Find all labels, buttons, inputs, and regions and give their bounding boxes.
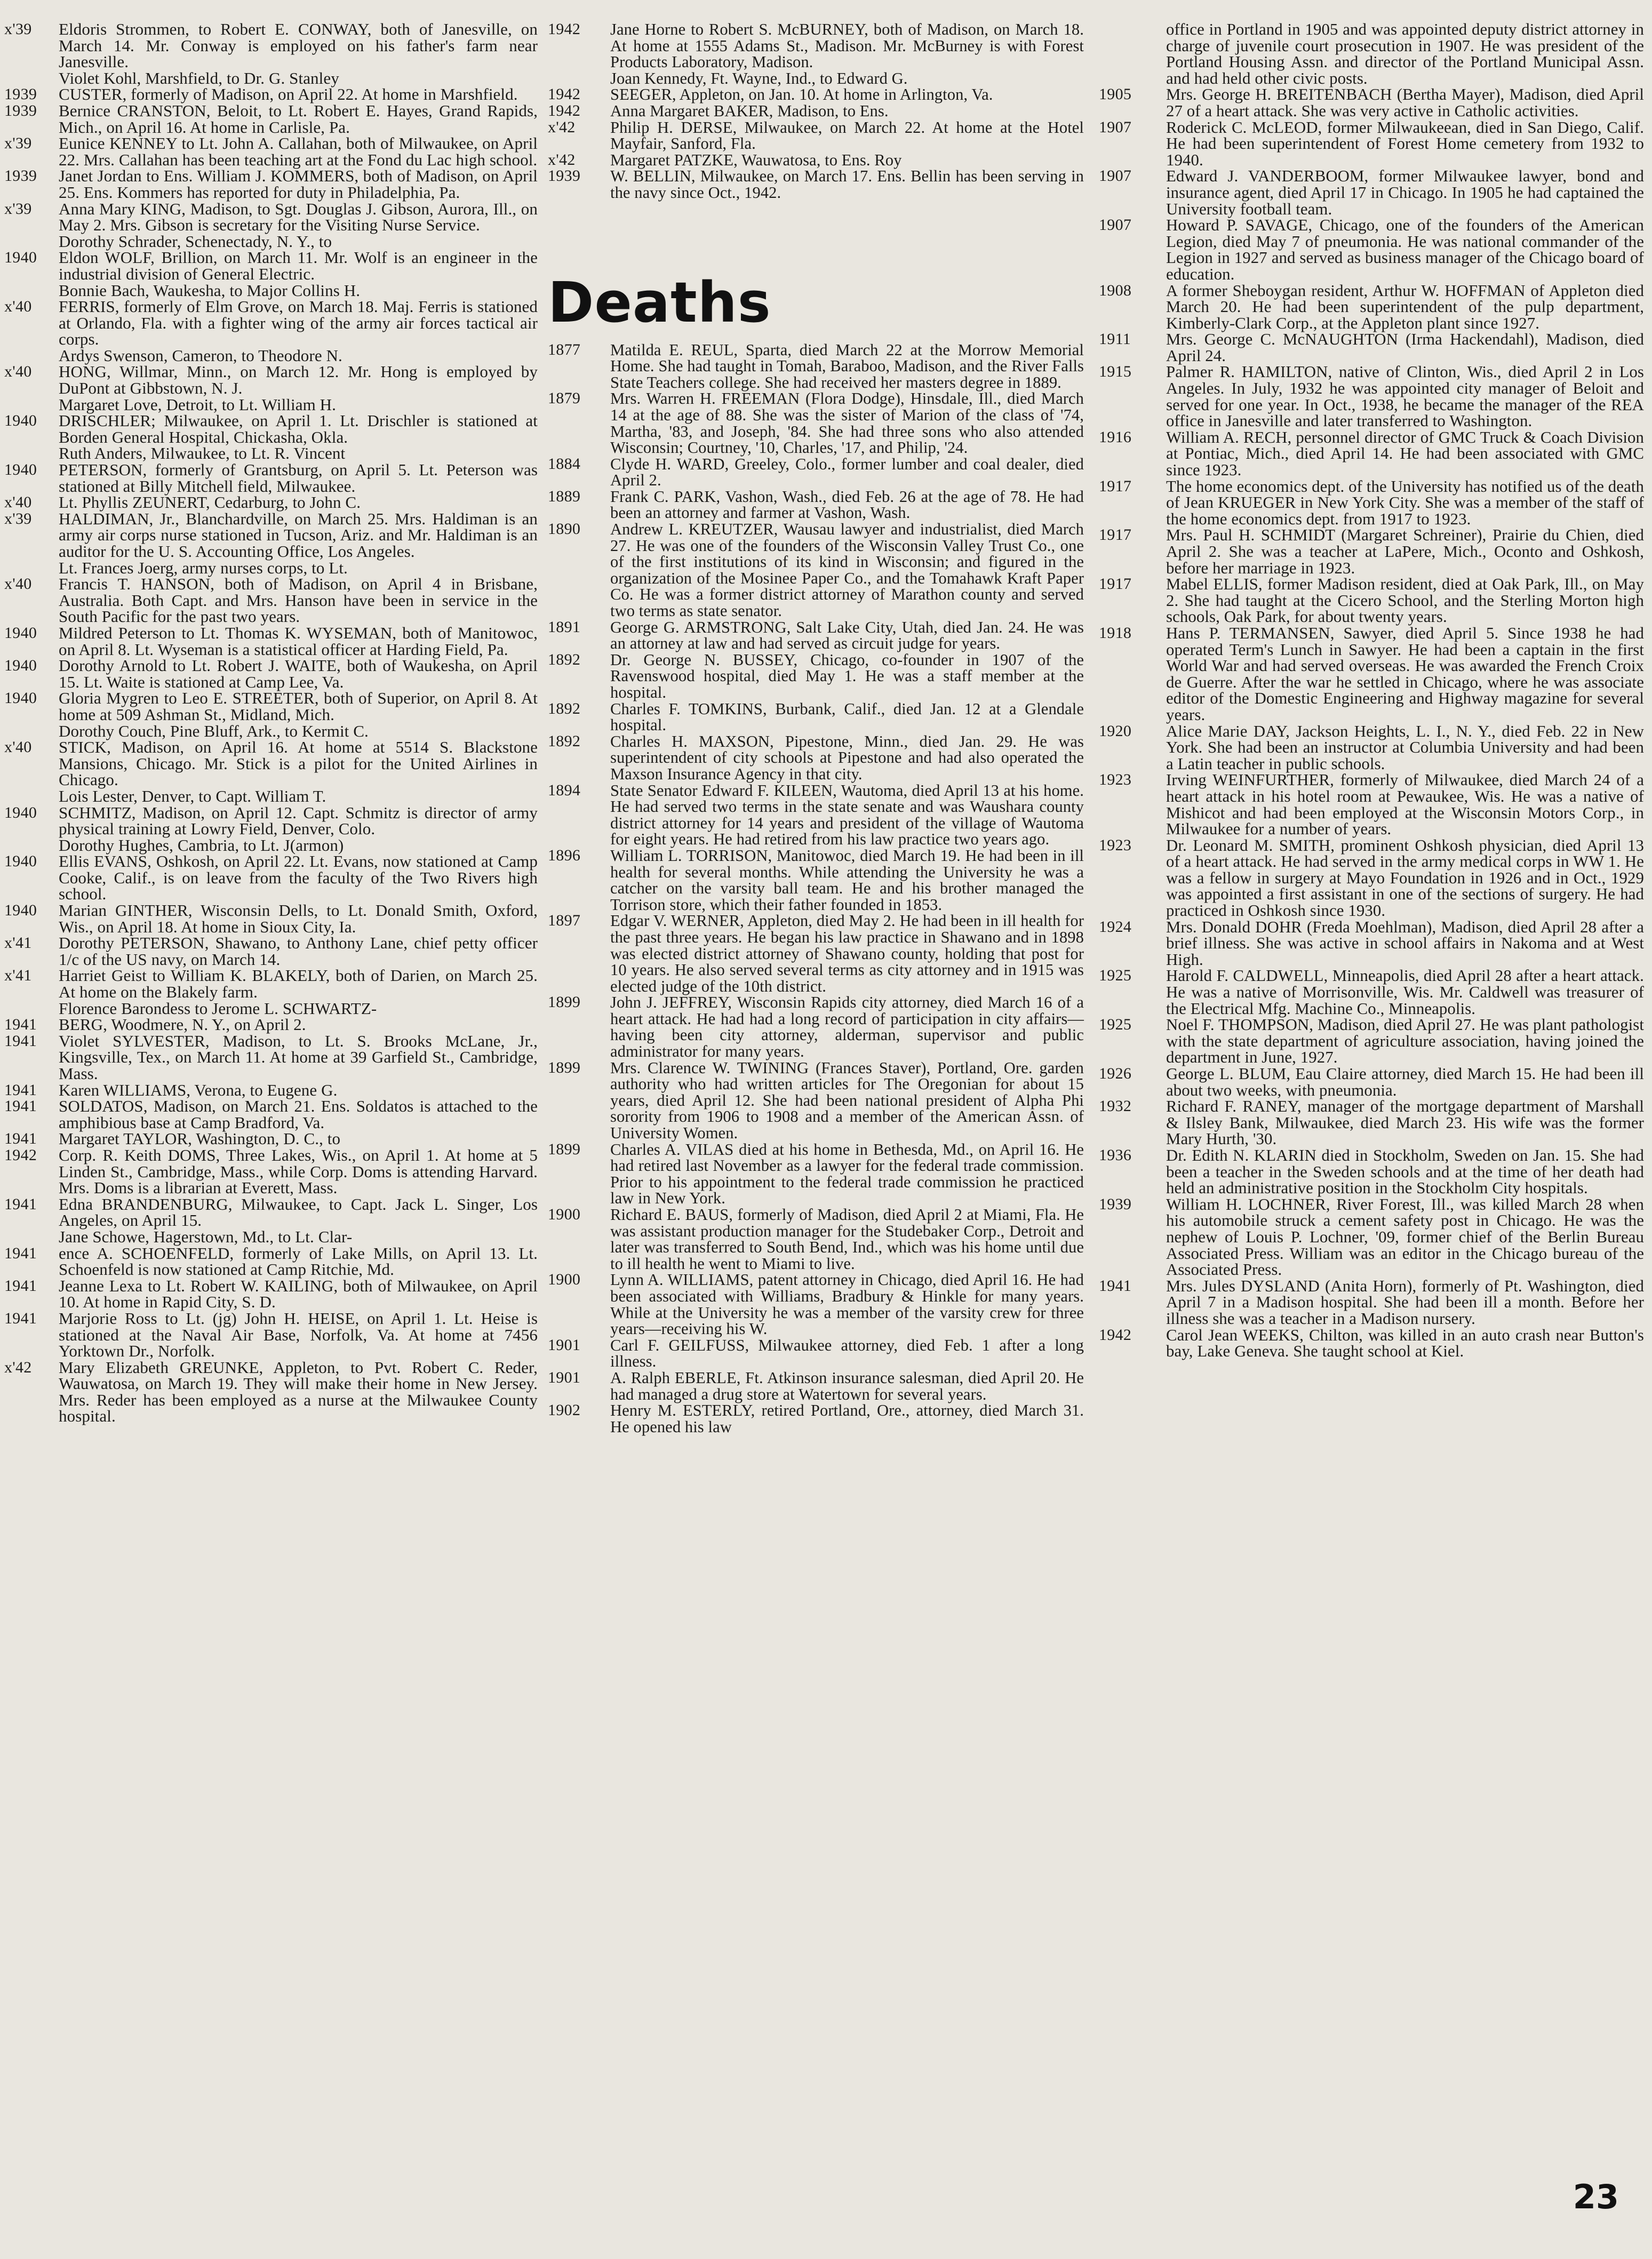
entry-text: Marjorie Ross to Lt. (jg) John H. HEISE, on April 1. Lt. Heise is stationed at the Naval Air Base, Norfolk, Va. At home at 7456 Yorktown Dr., Norfolk. [59,1308,538,1361]
entry [4,1308,538,1361]
class-year: x'40 [4,493,32,512]
class-year: 1907 [1099,167,1132,185]
entry [4,168,538,201]
entry-text: Andrew L. KREUTZER, Wausau lawyer and industrialist, died March 27. He was one of the founders of the Wisconsin Valley Trust Co., one of the first institutions of its kind in Wisconsin; and figured in the organization of the Mosinee Paper Co., and the Tomahawk Kraft Paper Co. He was a former district attorney of Marathon county and served two terms as state senator. [610,520,1084,620]
entry-text: Mildred Peterson to Lt. Thomas K. WYSEMAN, both of Manitowoc, on April 8. Lt. Wyseman is a statistical officer at Harding Field, Pa. [59,623,538,659]
entry-text: A. Ralph EBERLE, Ft. Atkinson insurance salesman, died April 20. He had managed a drug store at Watertown for several years. [610,1368,1084,1403]
entry [1099,576,1644,625]
entry-text: CUSTER, formerly of Madison, on April 22. At home in Marshfield. [59,85,518,104]
class-year: 1908 [1099,281,1132,299]
entry [4,234,538,250]
entry-text: FERRIS, formerly of Elm Grove, on March 18. Maj. Ferris is stationed at Orlando, Fla. with a fighter wing of the army air forces tactical air corps. [59,297,538,349]
entry [548,1402,1084,1435]
entry-text: Harriet Geist to William K. BLAKELY, both of Darien, on March 25. At home on the Blakely farm. [59,966,538,1002]
entry [548,619,1084,652]
entry [4,445,538,462]
entry [1099,1327,1644,1360]
entry-text: Dr. Edith N. KLARIN died in Stockholm, Sweden on Jan. 15. She had been a teacher in the Sweden schools and at the time of her death had held an administrative position in the Stockholm City hospitals. [1166,1146,1644,1198]
entry-text: William L. TORRISON, Manitowoc, died March 19. He had been in ill health for several months. While attending the University he was a catcher on the varsity ball team. He and his brother managed the Torrison store, which their father founded in 1853. [610,846,1084,914]
entry [1099,772,1644,837]
entry [4,837,538,854]
entry [1099,919,1644,968]
class-year: 1941 [4,1244,37,1262]
class-year: x'42 [4,1358,32,1376]
entry [4,1360,538,1425]
entry [4,299,538,348]
class-year: 1920 [1099,722,1132,740]
entry [4,348,538,364]
class-year: 1915 [1099,363,1132,381]
entry [548,913,1084,994]
entry-text: Charles H. MAXSON, Pipestone, Minn., died Jan. 29. He was superintendent of city schools at Pipestone and had also operated the Maxson Insurance Agency in that city. [610,732,1084,783]
entry-text: George G. ARMSTRONG, Salt Lake City, Utah, died Jan. 24. He was an attorney at law and had served as circuit judge for years. [610,618,1084,653]
class-year: 1899 [548,1058,581,1076]
entry-text: Henry M. ESTERLY, retired Portland, Ore., attorney, died March 31. He opened his law [610,1401,1084,1436]
entry-text: Carol Jean WEEKS, Chilton, was killed in an auto crash near Button's bay, Lake Geneva. She taught school at Kiel. [1166,1326,1644,1361]
class-year: x'40 [4,738,32,756]
entry-text: Philip H. DERSE, Milwaukee, on March 22. At home at the Hotel Mayfair, Sanford, Fla. [610,118,1084,153]
entry-text: State Senator Edward F. KILEEN, Wautoma, died April 13 at his home. He had served two terms in the state senate and was Waushara county district attorney for 14 years and president of the village of Wautoma for eight years. He had retired from his law practice two years ago. [610,781,1084,849]
class-year: x'39 [4,134,32,153]
class-year: 1911 [1099,330,1131,348]
entry-text: Anna Mary KING, Madison, to Sgt. Douglas J. Gibson, Aurora, Ill., on May 2. Mrs. Gibson is secretary for the Visiting Nurse Service. [59,199,538,235]
entry [548,489,1084,521]
entry-text: BERG, Woodmere, N. Y., on April 2. [59,1015,306,1034]
class-year: 1900 [548,1206,581,1223]
entry-text: DRISCHLER; Milwaukee, on April 1. Lt. Drischler is stationed at Borden General Hospital, Chickasha, Okla. [59,411,538,446]
entry-text: Ruth Anders, Milwaukee, to Lt. R. Vincent [59,444,346,463]
entry-text: Corp. R. Keith DOMS, Three Lakes, Wis., on April 1. At home at 5 Linden St., Cambridge, Mass., while Corp. Doms is attending Harvard. Mrs. Doms is a librarian at Everett, Mass. [59,1145,538,1198]
entry-text: Eldon WOLF, Brillion, on March 11. Mr. Wolf is an engineer in the industrial division of General Electric. [59,248,538,283]
class-year: 1939 [4,167,37,185]
entry-text: Hans P. TERMANSEN, Sawyer, died April 5. Since 1938 he had operated Term's Lunch in Sawyer. He had been a captain in the first World War and had served overseas. He was awarded the French Croix de Guerre. After the war he settled in Chicago, where he was associate editor of the Domestic Engineering and Highway magazine for several years. [1166,624,1644,724]
class-year: 1892 [548,732,581,750]
class-year: 1940 [4,249,37,267]
entry-text: William H. LOCHNER, River Forest, Ill., was killed March 28 when his automobile struck a cement safety post in Chicago. He was the nephew of Louis P. Lochner, '09, former chief of the Berlin Bureau Associated Press. William was an editor in the Chicago bureau of the Associated Press. [1166,1195,1644,1279]
entry [548,21,1084,70]
entry-text: Gloria Mygren to Leo E. STREETER, both of Superior, on April 8. At home at 509 Ashman St., Midland, Mich. [59,689,538,724]
entry [1099,1017,1644,1066]
entry [4,723,538,740]
entry [1099,1147,1644,1196]
entry [548,119,1084,152]
entry [4,1196,538,1229]
entry [4,1278,538,1311]
class-year: 1892 [548,699,581,717]
entry-text: Richard E. BAUS, formerly of Madison, died April 2 at Miami, Fla. He was assistant production manager for the Studebaker Corp., Detroit and later was transferred to South Bend, Ind., which was his home until due to ill health he went to Miami to live. [610,1206,1084,1273]
entry [4,413,538,445]
class-year: 1940 [4,689,37,707]
entry [1099,723,1644,772]
entry-text: SCHMITZ, Madison, on April 12. Capt. Schmitz is director of army physical training at Lowry Field, Denver, Colo. [59,803,538,839]
entry-text: Eldoris Strommen, to Robert E. CONWAY, both of Janesville, on March 14. Mr. Conway is employed on his father's farm near Janesville. [59,20,538,71]
entry [548,652,1084,701]
entry [4,1243,538,1279]
class-year: 1940 [4,412,37,430]
entry [1099,1196,1644,1278]
entry-text: Palmer R. HAMILTON, native of Clinton, Wis., died April 2 in Los Angeles. In July, 1932 he was appointed city manager of Beloit and served for one year. In Oct., 1938, he became the manager of the REA office in Janesville and later transferred to Washington. [1166,363,1644,430]
entry [548,994,1084,1059]
entry-text: Richard F. RANEY, manager of the mortgage department of Marshall & Ilsley Bank, Milwaukee, died March 23. His wife was the former Mary Hurth, '30. [1166,1097,1644,1148]
class-year: 1925 [1099,967,1132,985]
entry-text: Roderick C. McLEOD, former Milwaukeean, died in San Diego, Calif. He had been superintendent of Forest Home cemetery from 1932 to 1940. [1166,118,1644,169]
entry [4,576,538,625]
entry [4,788,538,805]
entry-text: A former Sheboygan resident, Arthur W. HOFFMAN of Appleton died March 20. He had been superintendent of the pulp department, Kimberly-Clark Corp., at the Appleton plant since 1927. [1166,281,1644,332]
entry-text: Mrs. George C. McNAUGHTON (Irma Hackendahl), Madison, died April 24. [1166,330,1644,365]
class-year: 1894 [548,781,581,799]
entry-text: Matilda E. REUL, Sparta, died March 22 at the Morrow Memorial Home. She had taught in Tomah, Baraboo, Madison, and the River Falls State Teachers college. She had received her masters degree in 1889. [610,340,1084,392]
entry-text: Mrs. George H. BREITENBACH (Bertha Mayer), Madison, died April 27 of a heart attack. She was very active in Catholic activities. [1166,85,1644,120]
class-year: 1926 [1099,1065,1132,1082]
class-year: 1923 [1099,771,1132,789]
class-year: 1939 [4,101,37,119]
class-year: 1916 [1099,428,1132,446]
entry [4,135,538,168]
entry-text: Howard P. SAVAGE, Chicago, one of the founders of the American Legion, died May 7 of pneumonia. He was national commander of the Legion in 1927 and served as business manager of the Chicago board of education. [1166,216,1644,283]
entry-text: Dorothy PETERSON, Shawano, to Anthony Lane, chief petty officer 1/c of the US navy, on March 14. [59,933,538,969]
class-year: 1897 [548,912,581,930]
entry [4,511,538,560]
entry [1099,168,1644,217]
entry [4,1131,538,1147]
entry [548,1207,1084,1272]
entry-text: Harold F. CALDWELL, Minneapolis, died April 28 after a heart attack. He was a native of Morrisonville, Wis. Mr. Caldwell was treasurer of the Electrical Mfg. Machine Co., Minneapolis. [1166,967,1644,1018]
entry [548,168,1084,201]
class-year: 1902 [548,1401,581,1419]
class-year: 1890 [548,520,581,538]
entry-text: George L. BLUM, Eau Claire attorney, died March 15. He had been ill about two weeks, with pneumonia. [1166,1065,1644,1099]
class-year: 1907 [1099,118,1132,136]
entry [4,201,538,234]
entry [4,690,538,723]
entry [548,1142,1084,1207]
entry-text: Bonnie Bach, Waukesha, to Major Collins H. [59,281,361,300]
entry [4,805,538,837]
entry [1099,119,1644,169]
entry [4,70,538,87]
class-year: x'39 [4,199,32,218]
class-year: 1932 [1099,1097,1132,1115]
entry [4,968,538,1000]
class-year: 1940 [4,624,37,642]
class-year: 1877 [548,340,581,358]
entry-text: Joan Kennedy, Ft. Wayne, Ind., to Edward G. [610,69,908,87]
entry-text: Dr. Leonard M. SMITH, prominent Oshkosh physician, died April 13 of a heart attack. He had served in the army medical corps in WW 1. He was a fellow in surgery at Mayo Foundation in 1926 and in Oct., 1929 was appointed a first assistant in one of the sections of surgery. He had practiced in Oshkosh since 1930. [1166,836,1644,920]
entry [1099,968,1644,1017]
entry-text: Margaret Love, Detroit, to Lt. William H. [59,395,336,414]
class-year: 1939 [548,167,581,185]
deaths-heading: Deaths [548,269,771,335]
entry [4,103,538,135]
entry-text: Mabel ELLIS, former Madison resident, died at Oak Park, Ill., on May 2. She had taught at the Cicero School, and the Sterling Morton high schools, Oak Park, for about twenty years. [1166,575,1644,626]
entry [1099,625,1644,723]
entry-text: Jeanne Lexa to Lt. Robert W. KAILING, both of Milwaukee, on April 10. At home in Rapid City, S. D. [59,1276,538,1312]
entry [4,364,538,396]
class-year: x'40 [4,575,32,593]
entry-text: W. BELLIN, Milwaukee, on March 17. Ens. Bellin has been serving in the navy since Oct., 1942. [610,167,1084,202]
entry [4,625,538,658]
class-year: 1936 [1099,1146,1132,1164]
class-year: 1941 [4,1309,37,1327]
entry [548,1060,1084,1142]
entry-text: Charles A. VILAS died at his home in Bethesda, Md., on April 16. He had retired last November as a lawyer for the federal trade commission. Prior to his appointment to the federal trade commission he practiced law in New York. [610,1140,1084,1208]
entry-text: Ardys Swenson, Cameron, to Theodore N. [59,346,342,365]
class-year: 1917 [1099,477,1132,495]
class-year: 1901 [548,1336,581,1354]
entry-text: Mrs. Paul H. SCHMIDT (Margaret Schreiner), Prairie du Chien, died April 2. She was a teacher at LaPere, Mich., Oconto and Oshkosh, before her marriage in 1923. [1166,526,1644,577]
entry-text: Lois Lester, Denver, to Capt. William T. [59,786,326,805]
entry [1099,1066,1644,1098]
class-year: 1901 [548,1368,581,1386]
class-year: 1941 [4,1081,37,1099]
marriages-continued [548,21,1084,201]
class-year: 1940 [4,657,37,675]
class-year: 1940 [4,803,37,821]
entry [1099,217,1644,282]
entry [4,462,538,494]
entry [548,70,1084,87]
entry-text: Jane Schowe, Hagerstown, Md., to Lt. Clar- [59,1227,353,1246]
entry-text: Dorothy Hughes, Cambria, to Lt. J(armon) [59,835,344,855]
class-year: 1942 [548,20,581,38]
column-marriages [4,21,538,1425]
entry [548,1370,1084,1402]
entry [4,283,538,299]
entry [4,1098,538,1131]
entry-text: HONG, Willmar, Minn., on March 12. Mr. Hong is employed by DuPont at Gibbstown, N. J. [59,362,538,398]
entry [4,658,538,690]
class-year: 1939 [1099,1195,1132,1213]
class-year: x'40 [4,298,32,316]
entry [4,1017,538,1033]
entry [1099,478,1644,528]
class-year: 1896 [548,846,581,864]
entry [548,848,1084,913]
class-year: 1942 [548,85,581,103]
entry [548,783,1084,848]
entry-text: Mrs. Jules DYSLAND (Anita Horn), formerly of Pt. Washington, died April 7 in a Madison hospital. She had been ill a month. Before her illness she was a teacher in a Madison nursery. [1166,1276,1644,1328]
entry-text: Janet Jordan to Ens. William J. KOMMERS, both of Madison, on April 25. Ens. Kommers has reported for duty in Philadelphia, Pa. [59,166,538,202]
entry [4,397,538,413]
class-year: 1940 [4,461,37,479]
entry-text: Lt. Phyllis ZEUNERT, Cedarburg, to John C. [59,493,361,512]
column-marriages-and-deaths [548,21,1084,1435]
entry-text: Anna Margaret BAKER, Madison, to Ens. [610,101,889,120]
class-year: 1900 [548,1271,581,1289]
entry-text: Edgar V. WERNER, Appleton, died May 2. He had been in ill health for the past three years. He began his law practice in Shawano and in 1898 was elected district attorney of Shawano county, holding that post for 10 years. He also served several terms as city attorney and in 1915 was elected judge of the 10th district. [610,912,1084,995]
entry [1099,527,1644,576]
class-year: x'40 [4,363,32,381]
entry-text: Lynn A. WILLIAMS, patent attorney in Chicago, died April 16. He had been associated with Williams, Bradbury & Hinkle for many years. While at the University he was a member of the varsity crew for three years—receiving his W. [610,1271,1084,1338]
entry-text: Eunice KENNEY to Lt. John A. Callahan, both of Milwaukee, on April 22. Mrs. Callahan has been teaching art at the Fond du Lac high school. [59,134,538,169]
entry [548,390,1084,456]
entry-text: The home economics dept. of the University has notified us of the death of Jean KRUEGER in New York City. She was a member of the staff of the home economics dept. from 1917 to 1923. [1166,477,1644,528]
entry-text: SOLDATOS, Madison, on March 21. Ens. Soldatos is attached to the amphibious base at Camp Bradford, Va. [59,1097,538,1132]
class-year: 1899 [548,993,581,1011]
class-year: 1939 [4,85,37,103]
entry-text: Francis T. HANSON, both of Madison, on April 4 in Brisbane, Australia. Both Capt. and Mrs. Hanson have been in service in the South Pacific for the past two years. [59,574,538,626]
class-year: 1917 [1099,575,1132,593]
entry [4,21,538,70]
column-deaths-continued [1099,21,1644,1360]
class-year: 1917 [1099,526,1132,544]
class-year: 1941 [4,1016,37,1034]
entry [4,903,538,935]
entry-text: Clyde H. WARD, Greeley, Colo., former lumber and coal dealer, died April 2. [610,454,1084,490]
entry-text: Edward J. VANDERBOOM, former Milwaukee lawyer, bond and insurance agent, died April 17 in Chicago. In 1905 he had captained the University football team. [1166,167,1644,218]
class-year: 1940 [4,901,37,920]
entry-text: Dr. George N. BUSSEY, Chicago, co-founder in 1907 of the Ravenswood hospital, died May 1. He was a staff member at the hospital. [610,650,1084,701]
entry-text: Charles F. TOMKINS, Burbank, Calif., died Jan. 12 at a Glendale hospital. [610,699,1084,735]
entry [1099,86,1644,119]
entry [548,103,1084,119]
class-year: 1942 [1099,1326,1132,1344]
entry-text: Lt. Frances Joerg, army nurses corps, to Lt. [59,558,348,577]
class-year: 1940 [4,852,37,871]
class-year: 1924 [1099,917,1132,936]
entry-text: Edna BRANDENBURG, Milwaukee, to Capt. Jack L. Singer, Los Angeles, on April 15. [59,1194,538,1230]
entry [4,1082,538,1099]
entry-text: ence A. SCHOENFELD, formerly of Lake Mills, on April 13. Lt. Schoenfeld is now stationed at Camp Ritchie, Md. [59,1243,538,1279]
entry [1099,364,1644,429]
entry [4,494,538,511]
class-year: 1879 [548,389,581,408]
entry-text: Margaret PATZKE, Wauwatosa, to Ens. Roy [610,150,902,169]
entry [1099,1278,1644,1327]
entry [548,86,1084,103]
entry [548,733,1084,783]
entry-text: PETERSON, formerly of Grantsburg, on April 5. Lt. Peterson was stationed at Billy Mitchell field, Milwaukee. [59,460,538,496]
class-year: 1942 [548,101,581,119]
class-year: 1942 [4,1146,37,1164]
class-year: 1941 [1099,1276,1132,1295]
class-year: 1918 [1099,624,1132,642]
entry [1099,1098,1644,1147]
deaths-list [548,342,1084,1435]
class-year: 1923 [1099,836,1132,854]
entry [4,1001,538,1017]
entry [4,739,538,788]
entry [4,1147,538,1196]
class-year: 1892 [548,650,581,668]
entry-text: William A. RECH, personnel director of GMC Truck & Coach Division at Pontiac, Mich., died April 14. He had been associated with GMC since 1923. [1166,428,1644,480]
entry [1099,331,1644,364]
entry-text: Margaret TAYLOR, Washington, D. C., to [59,1129,341,1148]
class-year: 1941 [4,1097,37,1115]
class-year: x'41 [4,934,32,952]
entry-text: Ellis EVANS, Oshkosh, on April 22. Lt. Evans, now stationed at Camp Cooke, Calif., is on leave from the faculty of the Two Rivers high school. [59,852,538,904]
class-year: x'39 [4,20,32,38]
entry [4,853,538,903]
entry-text: Violet Kohl, Marshfield, to Dr. G. Stanley [59,68,339,87]
class-year: x'42 [548,118,576,136]
class-year: 1889 [548,487,581,505]
class-year: 1941 [4,1276,37,1295]
entry-text: Mary Elizabeth GREUNKE, Appleton, to Pvt. Robert C. Reder, Wauwatosa, on March 19. They will make their home in New Jersey. Mrs. Reder has been employed as a nurse at the Milwaukee County hospital. [59,1358,538,1426]
class-year: 1941 [4,1032,37,1050]
entry [548,521,1084,619]
class-year: 1884 [548,454,581,473]
section-gap [548,201,1084,265]
entry-text: Carl F. GEILFUSS, Milwaukee attorney, died Feb. 1 after a long illness. [610,1336,1084,1371]
entry [548,1337,1084,1370]
page-number: 23 [1573,2177,1619,2216]
entry-text: office in Portland in 1905 and was appointed deputy district attorney in charge of juvenile court prosecution in 1907. He was president of the Portland Housing Assn. and director of the Portland Municipal Assn. and had held other civic posts. [1166,20,1644,87]
entry-text: Jane Horne to Robert S. McBURNEY, both of Madison, on March 18. At home at 1555 Adams St., Madison. Mr. McBurney is with Forest Products Laboratory, Madison. [610,20,1084,71]
entry [548,152,1084,169]
entry [548,342,1084,391]
entry [1099,283,1644,332]
entry-text: Mrs. Warren H. FREEMAN (Flora Dodge), Hinsdale, Ill., died March 14 at the age of 88. She was the sister of Marion of the class of '74, Martha, '83, and Joseph, '84. She had three sons who also attended Wisconsin; Courtney, '10, Charles, '17, and Philip, '24. [610,389,1084,457]
entry-text: Irving WEINFURTHER, formerly of Milwaukee, died March 24 of a heart attack in his hotel room at Pewaukee, Wis. He was a native of Mishicot and had been employed at the Wisconsin Motors Corp., in Milwaukee for a number of years. [1166,771,1644,839]
entry-text: Dorothy Schrader, Schenectady, N. Y., to [59,232,332,251]
entry-text: Frank C. PARK, Vashon, Wash., died Feb. 26 at the age of 78. He had been an attorney and farmer at Vashon, Wash. [610,487,1084,522]
entry-text: Noel F. THOMPSON, Madison, died April 27. He was plant pathologist with the state department of agriculture association, having joined the department in June, 1927. [1166,1016,1644,1067]
entry-text: HALDIMAN, Jr., Blanchardville, on March 25. Mrs. Haldiman is an army air corps nurse stationed in Tucson, Ariz. and Mr. Haldiman is an auditor for the U. S. Accounting Office, Los Angeles. [59,509,538,561]
class-year: x'42 [548,150,576,169]
entry [4,935,538,968]
class-year: 1941 [4,1195,37,1213]
entry [1099,837,1644,919]
entry-text: Mrs. Clarence W. TWINING (Frances Staver), Portland, Ore. garden authority who had written articles for The Oregonian for about 15 years, died April 12. She had been national president of Alpha Phi sorority from 1906 to 1908 and a member of the American Assn. of University Women. [610,1058,1084,1143]
entry-text: STICK, Madison, on April 16. At home at 5514 S. Blackstone Mansions, Chicago. Mr. Stick is a pilot for the United Airlines in Chicago. [59,738,538,789]
entry-text: Dorothy Arnold to Lt. Robert J. WAITE, both of Waukesha, on April 15. Lt. Waite is stationed at Camp Lee, Va. [59,656,538,691]
entry [1099,429,1644,478]
entry [548,1272,1084,1337]
class-year: 1899 [548,1140,581,1158]
entry [4,86,538,103]
entry-text: Mrs. Donald DOHR (Freda Moehlman), Madison, died April 28 after a brief illness. She was active in school affairs in Nakoma and at West High. [1166,917,1644,969]
entry-text: Alice Marie DAY, Jackson Heights, L. I., N. Y., died Feb. 22 in New York. She had been an instructor at Columbia University and had been a Latin teacher in public schools. [1166,722,1644,773]
class-year: 1907 [1099,216,1132,234]
entry [1099,21,1644,86]
entry [548,701,1084,733]
entry-text: Bernice CRANSTON, Beloit, to Lt. Robert E. Hayes, Grand Rapids, Mich., on April 16. At home in Carlisle, Pa. [59,101,538,137]
entry [548,456,1084,489]
entry [4,1033,538,1082]
class-year: 1925 [1099,1016,1132,1034]
class-year: x'41 [4,967,32,985]
entry [4,560,538,577]
class-year: 1891 [548,618,581,636]
entry-text: Marian GINTHER, Wisconsin Dells, to Lt. Donald Smith, Oxford, Wis., on April 18. At home in Sioux City, Ia. [59,901,538,936]
class-year: 1905 [1099,85,1132,103]
entry-text: Dorothy Couch, Pine Bluff, Ark., to Kermit C. [59,721,369,740]
class-year: 1941 [4,1130,37,1148]
entry [4,250,538,282]
entry-text: SEEGER, Appleton, on Jan. 10. At home in Arlington, Va. [610,85,993,104]
entry-text: Florence Barondess to Jerome L. SCHWARTZ- [59,999,377,1018]
entry [4,1229,538,1246]
entry-text: Karen WILLIAMS, Verona, to Eugene G. [59,1080,338,1099]
entry-text: John J. JEFFREY, Wisconsin Rapids city attorney, died March 16 of a heart attack. He had had a long record of participation in city affairs—having been city attorney, alderman, supervisor and public administrator for many years. [610,993,1084,1061]
class-year: x'39 [4,509,32,528]
entry-text: Violet SYLVESTER, Madison, to Lt. S. Brooks McLane, Jr., Kingsville, Tex., on March 11. At home at 39 Garfield St., Cambridge, Mass. [59,1031,538,1083]
